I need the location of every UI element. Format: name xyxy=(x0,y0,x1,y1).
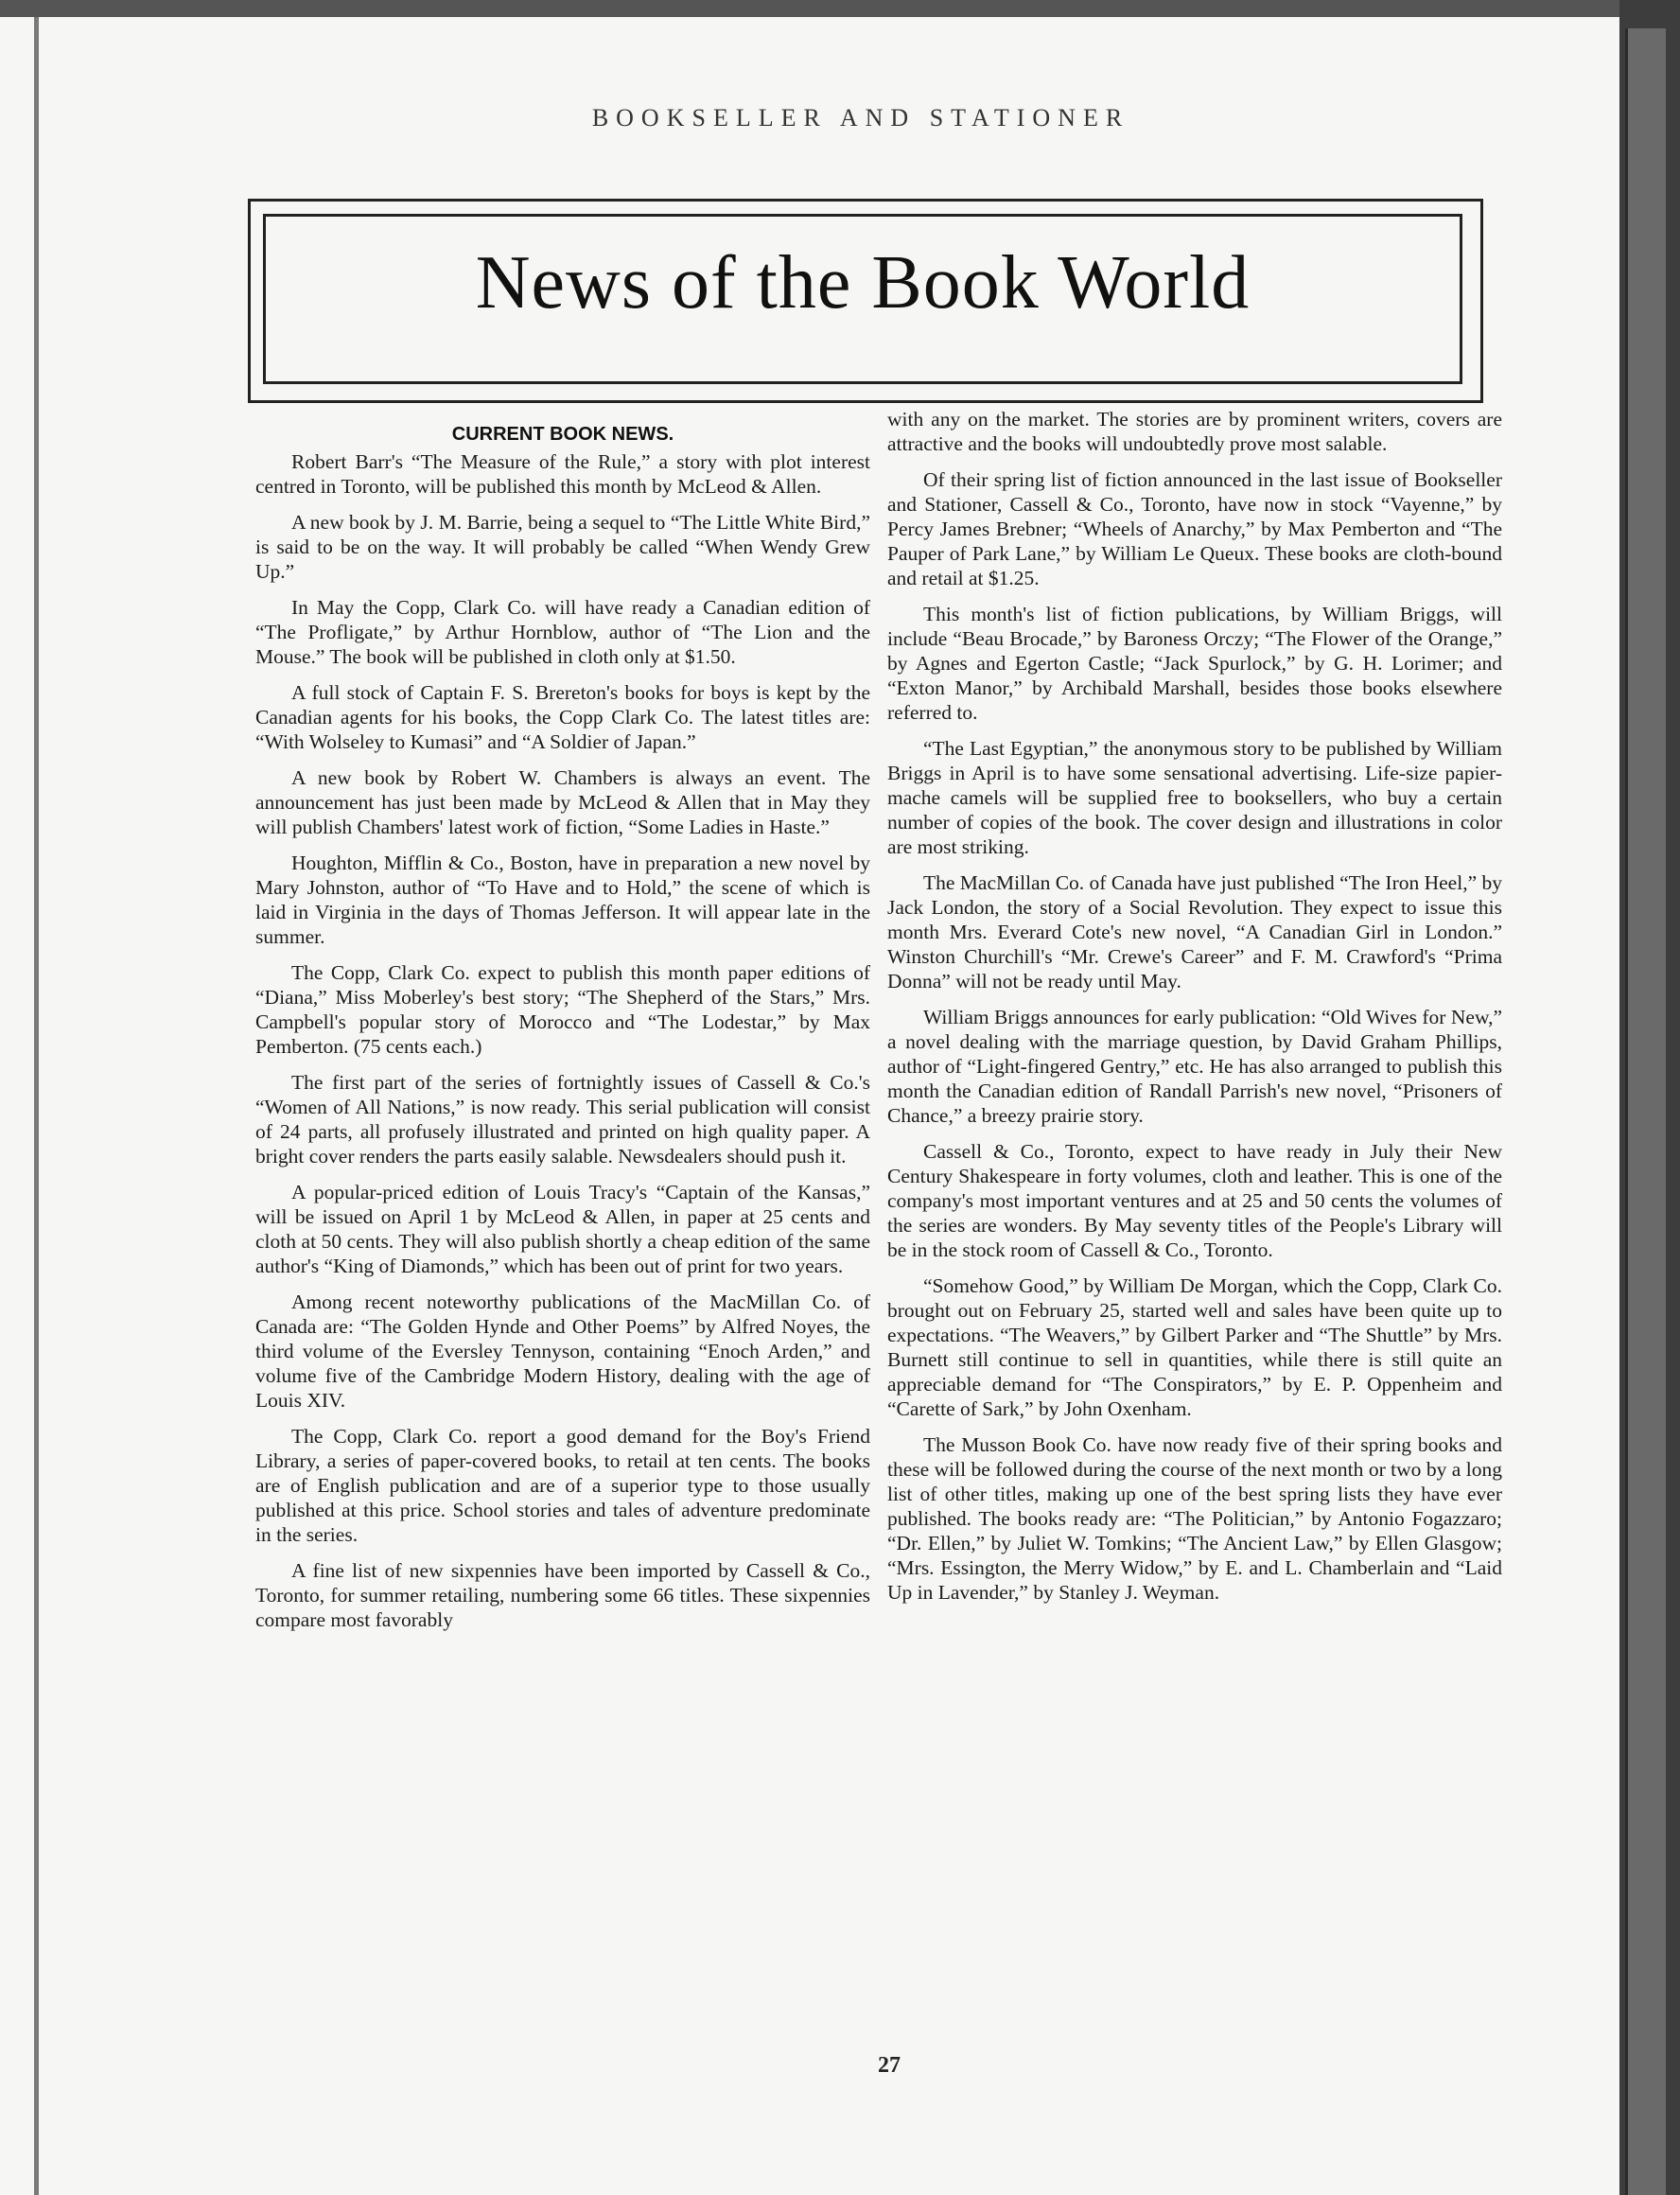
paragraph: Among recent noteworthy publications of the MacMillan Co. of Canada are: “The Golden Hynde and Other Poems” by Alfred Noyes, the third volume of the Eversley Tennyson, containing “Enoch Arden,” and volume five of the Cambridge Modern History, dealing with the age of Louis XIV. xyxy=(255,1291,870,1412)
book-spine-edge xyxy=(1625,28,1666,2195)
paragraph: This month's list of fiction publications, by William Briggs, will include “Beau Brocade,” by Baroness Orczy; “The Flower of the Orange,” by Agnes and Egerton Castle; “Jack Spurlock,” by G. H. Lorimer; and “Exton Manor,” by Archibald Marshall, besides those books elsewhere referred to. xyxy=(887,603,1502,724)
page-title: News of the Book World xyxy=(475,241,1251,325)
paragraph: The Musson Book Co. have now ready five of their spring books and these will be followed during the course of the next month or two by a long list of other titles, making up one of the best spring lists they have ever published. The books ready are: “The Politician,” by Antonio Fogazzaro; “Dr. Ellen,” by Juliet W. Tomkins; “The Ancient Law,” by Ellen Glasgow; “Mrs. Essington, the Merry Widow,” by E. and L. Chamberlain and “Laid Up in Lavender,” by Stanley J. Weyman. xyxy=(887,1433,1502,1604)
paragraph: The Copp, Clark Co. expect to publish this month paper editions of “Diana,” Miss Moberley's best story; “The Shepherd of the Stars,” Mrs. Campbell's popular story of Morocco and “The Lodestar,” by Max Pemberton. (75 cents each.) xyxy=(255,961,870,1058)
left-column xyxy=(255,424,870,1643)
paragraph: with any on the market. The stories are by prominent writers, covers are attractive and the books will undoubtedly prove most salable. xyxy=(887,408,1502,455)
paragraph: A full stock of Captain F. S. Brereton's books for boys is kept by the Canadian agents for his books, the Copp Clark Co. The latest titles are: “With Wolseley to Kumasi” and “A Soldier of Japan.” xyxy=(255,681,870,753)
paragraph: “The Last Egyptian,” the anonymous story to be published by William Briggs in April is to have some sensational advertising. Life-size papier-mache camels will be supplied free to booksellers, who buy a certain number of copies of the book. The cover design and illustrations in color are most striking. xyxy=(887,737,1502,858)
paragraph: A new book by J. M. Barrie, being a sequel to “The Little White Bird,” is said to be on the way. It will probably be called “When Wendy Grew Up.” xyxy=(255,511,870,583)
paragraph: William Briggs announces for early publication: “Old Wives for New,” a novel dealing with the marriage question, by David Graham Phillips, author of “Light-fingered Gentry,” etc. He has also arranged to publish this month the Canadian edition of Randall Parrish's new novel, “Prisoners of Chance,” a breezy prairie story. xyxy=(887,1006,1502,1127)
paragraph: Cassell & Co., Toronto, expect to have ready in July their New Century Shakespeare in forty volumes, cloth and leather. This is one of the company's most important ventures and at 25 and 50 cents the volumes of the series are wonders. By May seventy titles of the People's Library will be in the stock room of Cassell & Co., Toronto. xyxy=(887,1140,1502,1261)
scan-top-edge xyxy=(0,0,1680,17)
paragraph: “Somehow Good,” by William De Morgan, which the Copp, Clark Co. brought out on February 25, started well and sales have been quite up to expectations. “The Weavers,” by Gilbert Parker and “The Shuttle” by Mrs. Burnett still continue to sell in quantities, while there is still quite an appreciable demand for “The Conspirators,” by E. P. Oppenheim and “Carette of Sark,” by John Oxenham. xyxy=(887,1274,1502,1420)
paragraph: A popular-priced edition of Louis Tracy's “Captain of the Kansas,” will be issued on April 1 by McLeod & Allen, in paper at 25 cents and cloth at 50 cents. They will also publish shortly a cheap edition of the same author's “King of Diamonds,” which has been out of print for two years. xyxy=(255,1181,870,1277)
scan-left-edge xyxy=(34,17,39,2195)
running-head: BOOKSELLER AND STATIONER xyxy=(591,104,1130,132)
paragraph: Of their spring list of fiction announced in the last issue of Bookseller and Stationer, Cassell & Co., Toronto, have now in stock “Vayenne,” by Percy James Brebner; “Wheels of Anarchy,” by Max Pemberton and “The Pauper of Park Lane,” by William Le Queux. These books are cloth-bound and retail at $1.25. xyxy=(887,468,1502,589)
section-heading: CURRENT BOOK NEWS. xyxy=(451,424,674,445)
paragraph: A new book by Robert W. Chambers is always an event. The announcement has just been made by McLeod & Allen that in May they will publish Chambers' latest work of fiction, “Some Ladies in Haste.” xyxy=(255,766,870,838)
paragraph: The Copp, Clark Co. report a good demand for the Boy's Friend Library, a series of paper-covered books, to retail at ten cents. The books are of English publication and are of a superior type to those usually published at this price. School stories and tales of adventure predominate in the series. xyxy=(255,1425,870,1546)
paragraph: In May the Copp, Clark Co. will have ready a Canadian edition of “The Profligate,” by Arthur Hornblow, author of “The Lion and the Mouse.” The book will be published in cloth only at $1.50. xyxy=(255,596,870,668)
paragraph: Houghton, Mifflin & Co., Boston, have in preparation a new novel by Mary Johnston, author of “To Have and to Hold,” the scene of which is laid in Virginia in the days of Thomas Jefferson. It will appear late in the summer. xyxy=(255,852,870,948)
right-column xyxy=(887,407,1502,1616)
paragraph: A fine list of new sixpennies have been imported by Cassell & Co., Toronto, for summer retailing, numbering some 66 titles. These sixpennies compare most favorably xyxy=(255,1559,870,1631)
page-number: 27 xyxy=(878,2053,901,2078)
paragraph: Robert Barr's “The Measure of the Rule,” a story with plot interest centred in Toronto, will be published this month by McLeod & Allen. xyxy=(255,450,870,498)
paragraph: The MacMillan Co. of Canada have just published “The Iron Heel,” by Jack London, the story of a Social Revolution. They expect to issue this month Mrs. Everard Cote's new novel, “A Canadian Girl in London.” Winston Churchill's “Mr. Crewe's Career” and F. M. Crawford's “Prima Donna” will not be ready until May. xyxy=(887,871,1502,992)
paragraph: The first part of the series of fortnightly issues of Cassell & Co.'s “Women of All Nations,” is now ready. This serial publication will consist of 24 parts, all profusely illustrated and printed on high quality paper. A bright cover renders the parts easily salable. Newsdealers should push it. xyxy=(255,1071,870,1168)
